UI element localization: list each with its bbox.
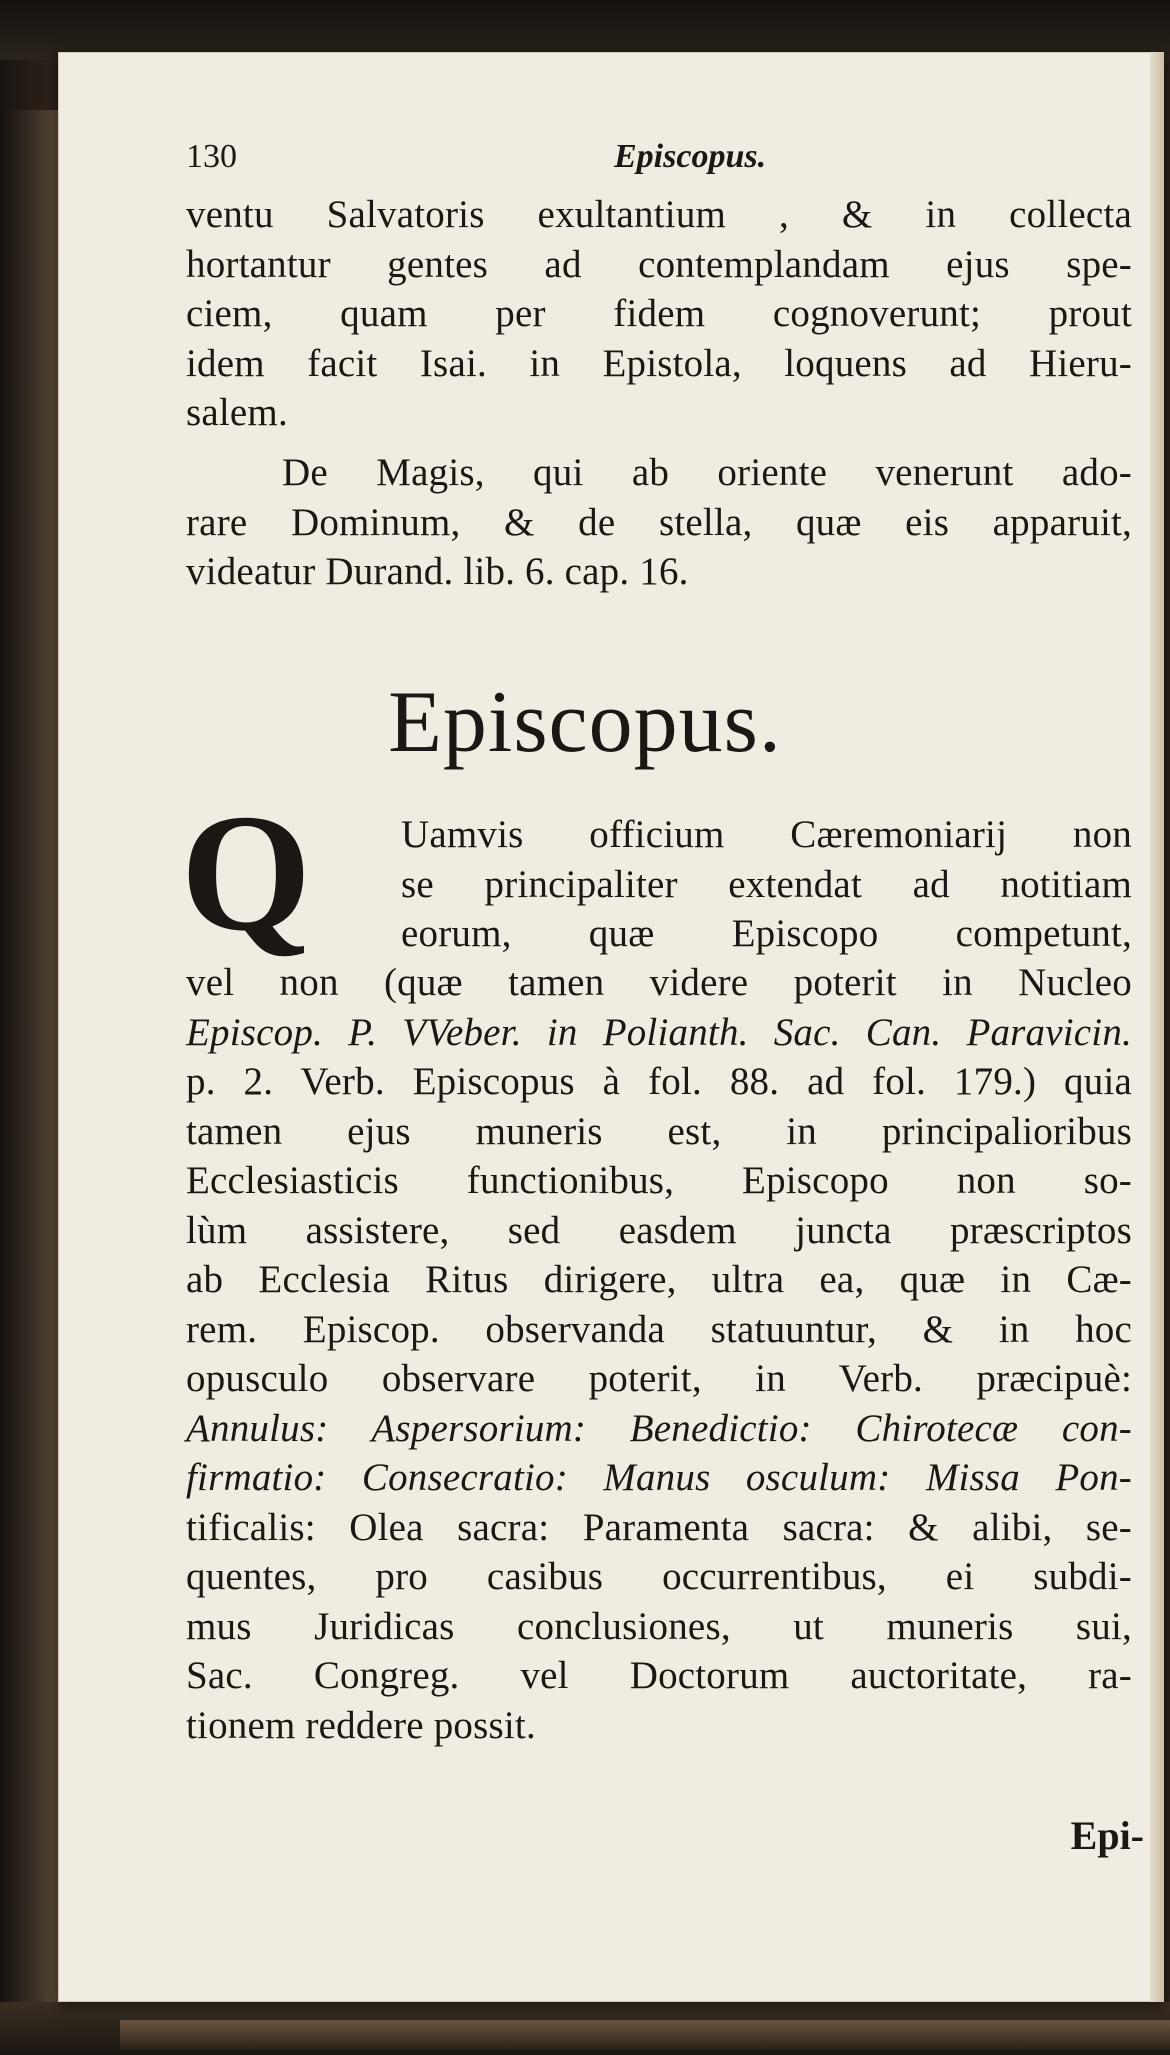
text-line: De Magis, qui ab oriente venerunt ado- [282,451,1132,494]
text-line: hortantur gentes ad contemplandam ejus spe- [186,242,1132,286]
paragraph-3-beside-dropcap [401,810,1132,959]
text-line: tificalis: Olea sacra: Paramenta sacra: & alibi, se- [186,1505,1132,1549]
book-binding [0,110,58,2010]
page-edge [1150,52,1164,2002]
text-line: se principaliter extendat ad notitiam [401,862,1132,906]
page-number: 130 [186,138,237,175]
paragraph-3 [186,958,1132,1750]
scan-top-edge [0,0,1170,60]
running-head: Episcopus. [614,138,767,175]
text-line: Annulus: Aspersorium: Benedictio: Chirotecæ con- [186,1406,1132,1450]
paragraph-1 [186,190,1132,438]
text-line: vel non (quæ tamen videre poterit in Nucleo [186,961,1132,1004]
book-cover-edge [120,2020,1170,2050]
text-line: Sac. Congreg. vel Doctorum auctoritate, ra- [186,1654,1132,1697]
text-line: rare Dominum, & de stella, quæ eis apparuit, [186,500,1132,544]
text-line: tamen ejus muneris est, in principalioribus [186,1109,1132,1153]
text-line: ventu Salvatoris exultantium , & in collecta [186,193,1132,236]
text-line: Ecclesiasticis functionibus, Episcopo non so- [186,1159,1132,1202]
text-line: mus Juridicas conclusiones, ut muneris sui, [186,1604,1132,1648]
text-line: Uamvis officium Cæremoniarij non [401,813,1132,856]
text-line: p. 2. Verb. Episcopus à fol. 88. ad fol. 179.) quia [186,1060,1132,1103]
text-line: tionem reddere possit. [186,1703,536,1747]
text-line: quentes, pro casibus occurrentibus, ei subdi- [186,1555,1132,1598]
text-line: lùm assistere, sed easdem juncta præscriptos [186,1208,1132,1252]
catchword: Epi- [1070,1813,1144,1858]
text-line: videatur Durand. lib. 6. cap. 16. [186,550,689,593]
text-line: Episcop. P. VVeber. in Polianth. Sac. Can. Paravicin. [186,1010,1132,1054]
paragraph-2 [186,448,1132,597]
page-header [186,138,1036,182]
text-line: eorum, quæ Episcopo competunt, [401,912,1132,955]
text-line: salem. [186,391,288,434]
text-line: firmatio: Consecratio: Manus osculum: Missa Pon- [186,1456,1132,1499]
text-line: rem. Episcop. observanda statuuntur, & in hoc [186,1307,1132,1351]
text-line: ab Ecclesia Ritus dirigere, ultra ea, quæ in Cæ- [186,1258,1132,1301]
text-line: idem facit Isai. in Epistola, loquens ad Hieru- [186,341,1132,385]
text-line: ciem, quam per fidem cognoverunt; prout [186,292,1132,335]
section-heading: Episcopus. [388,674,782,771]
drop-cap-initial: Q [180,780,312,966]
text-line: opusculo observare poterit, in Verb. præcipuè: [186,1357,1132,1400]
